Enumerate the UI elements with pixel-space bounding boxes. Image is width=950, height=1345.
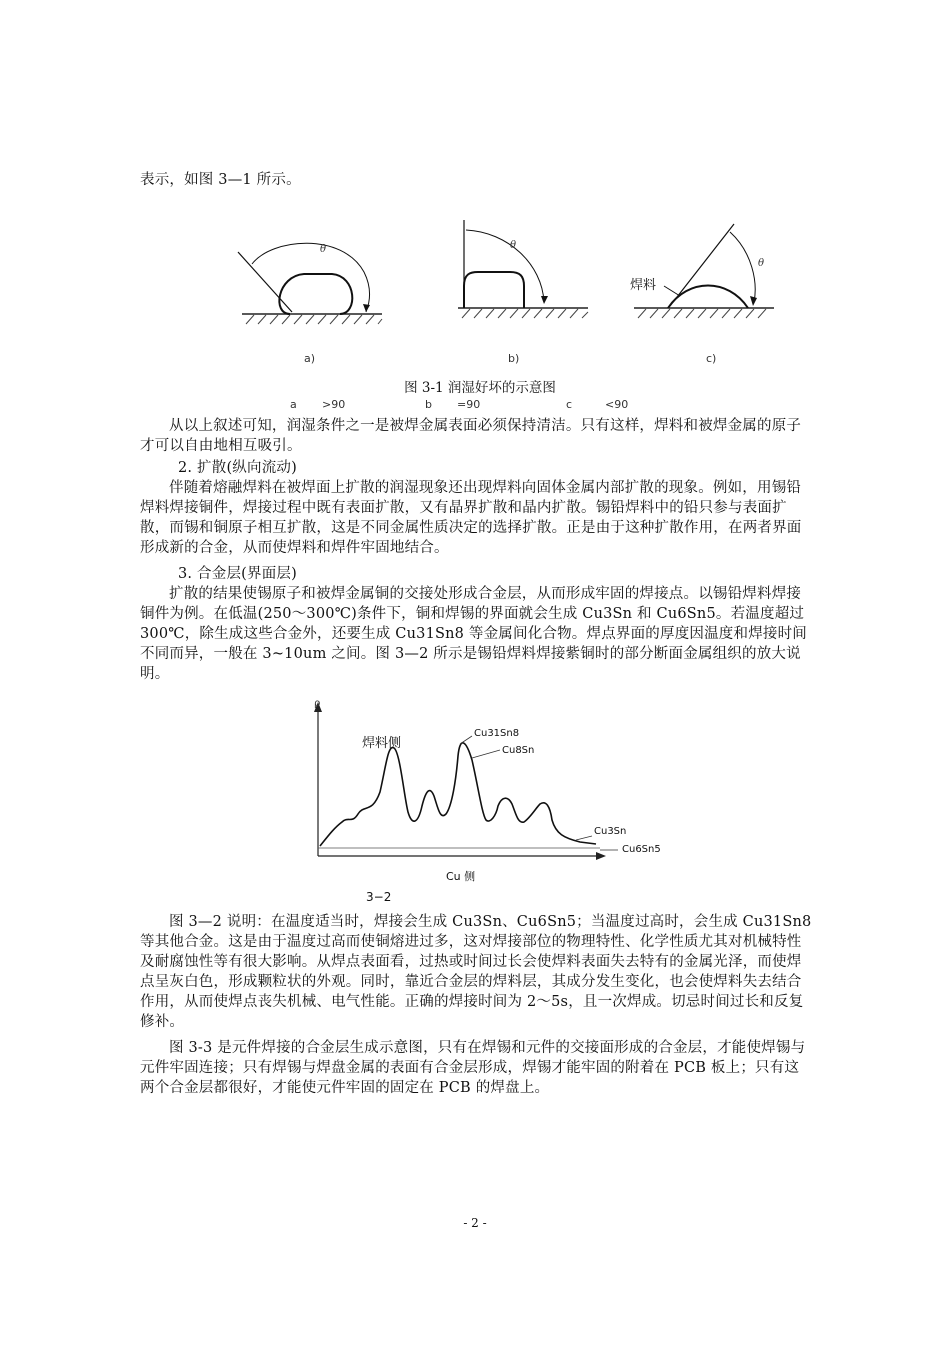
cu3sn-label: Cu3Sn xyxy=(594,826,627,837)
sub-a: a xyxy=(290,398,297,411)
paragraph-figure-3-2: 图 3—2 说明：在温度适当时，焊接会生成 Cu3Sn、Cu6Sn5；当温度过高时，会生成 Cu31Sn8 等其他合金。这是由于温度过高而使铜熔进过多，这对焊接部位的物理特性、化学性质尤其对机械特性及耐腐蚀性等有很大影响。从焊点表面看，过热或时间过长会使焊料表面失去特有的金属光泽，而使焊点呈灰白色，形成颗粒状的外观。同时，靠近合金层的焊料层，其成分发生变化，也会使焊料失去结合作用，从而使焊点丧失机械、电气性能。正确的焊接时间为 2～5s，且一次焊成。切忌时间过长和反复修补。 xyxy=(140,914,812,1030)
sub-b: b xyxy=(425,398,432,411)
panel-a-label: a) xyxy=(304,352,316,365)
figure-3-2-caption: 3−2 xyxy=(366,890,392,904)
solder-side-label: 焊料侧 xyxy=(362,736,402,751)
cu8sn-label: Cu8Sn xyxy=(502,745,535,756)
heading-diffusion: 2. 扩散(纵向流动) xyxy=(178,460,297,476)
sub-b-value: =90 xyxy=(457,398,481,411)
paragraph-diffusion: 伴随着熔融焊料在被焊面上扩散的润湿现象还出现焊料向固体金属内部扩散的现象。例如，用锡铅焊料焊接铜件，焊接过程中既有表面扩散，又有晶界扩散和晶内扩散。锡铅焊料中的铅只参与表面扩散，而锡和铜原子相互扩散，这是不同金属性质决定的选择扩散。正是由于这种扩散作用，在两者界面形成新的合金，从而使焊料和焊件牢固地结合。 xyxy=(140,480,802,556)
y-axis-label: ρ xyxy=(314,698,321,709)
wetting-diagram-b xyxy=(448,218,598,328)
sub-a-value: >90 xyxy=(322,398,346,411)
sub-c-value: <90 xyxy=(605,398,629,411)
sub-c: c xyxy=(566,398,573,411)
cu6sn5-label: Cu6Sn5 xyxy=(622,844,661,855)
cu-side-label: Cu 侧 xyxy=(446,870,476,883)
paragraph-figure-3-3: 图 3-3 是元件焊接的合金层生成示意图，只有在焊锡和元件的交接面形成的合金层，才能使焊锡与元件牢固连接；只有焊锡与焊盘金属的表面有合金层形成，焊锡才能牢固的附着在 PCB 板上；只有这两个合金层都很好，才能使元件牢固的固定在 PCB 的焊盘上。 xyxy=(140,1040,806,1096)
cu31sn8-label: Cu31Sn8 xyxy=(474,728,520,739)
page-number: - 2 - xyxy=(463,1216,487,1230)
panel-b-label: b) xyxy=(508,352,520,365)
figure-3-1-caption: 图 3-1 润湿好坏的示意图 xyxy=(404,380,556,396)
svg-text:θ: θ xyxy=(510,240,517,251)
alloy-layer-profile xyxy=(300,696,680,886)
intro-line: 表示，如图 3—1 所示。 xyxy=(140,172,301,188)
wetting-diagram-a xyxy=(232,232,392,342)
paragraph-wetting: 从以上叙述可知，润湿条件之一是被焊金属表面必须保持清洁。只有这样，焊料和被焊金属的原子才可以自由地相互吸引。 xyxy=(140,418,802,454)
svg-text:θ: θ xyxy=(758,258,765,269)
panel-c-label: c) xyxy=(706,352,717,365)
heading-alloy-layer: 3. 合金层(界面层) xyxy=(178,566,297,582)
solder-label: 焊料 xyxy=(630,278,657,293)
paragraph-alloy: 扩散的结果使锡原子和被焊金属铜的交接处形成合金层，从而形成牢固的焊接点。以锡铅焊料焊接铜件为例。在低温(250～300℃)条件下，铜和焊锡的界面就会生成 Cu3Sn 和 Cu6Sn5。若温度超过 300℃，除生成这些合金外，还要生成 Cu31Sn8 等金属间化合物。焊点界面的厚度因温度和焊接时间不同而异，一般在 3~10um 之间。图 3—2 所示是锡铅焊料焊接紫铜时的部分断面金属组织的放大说明。 xyxy=(140,586,807,682)
svg-text:θ: θ xyxy=(320,244,327,255)
